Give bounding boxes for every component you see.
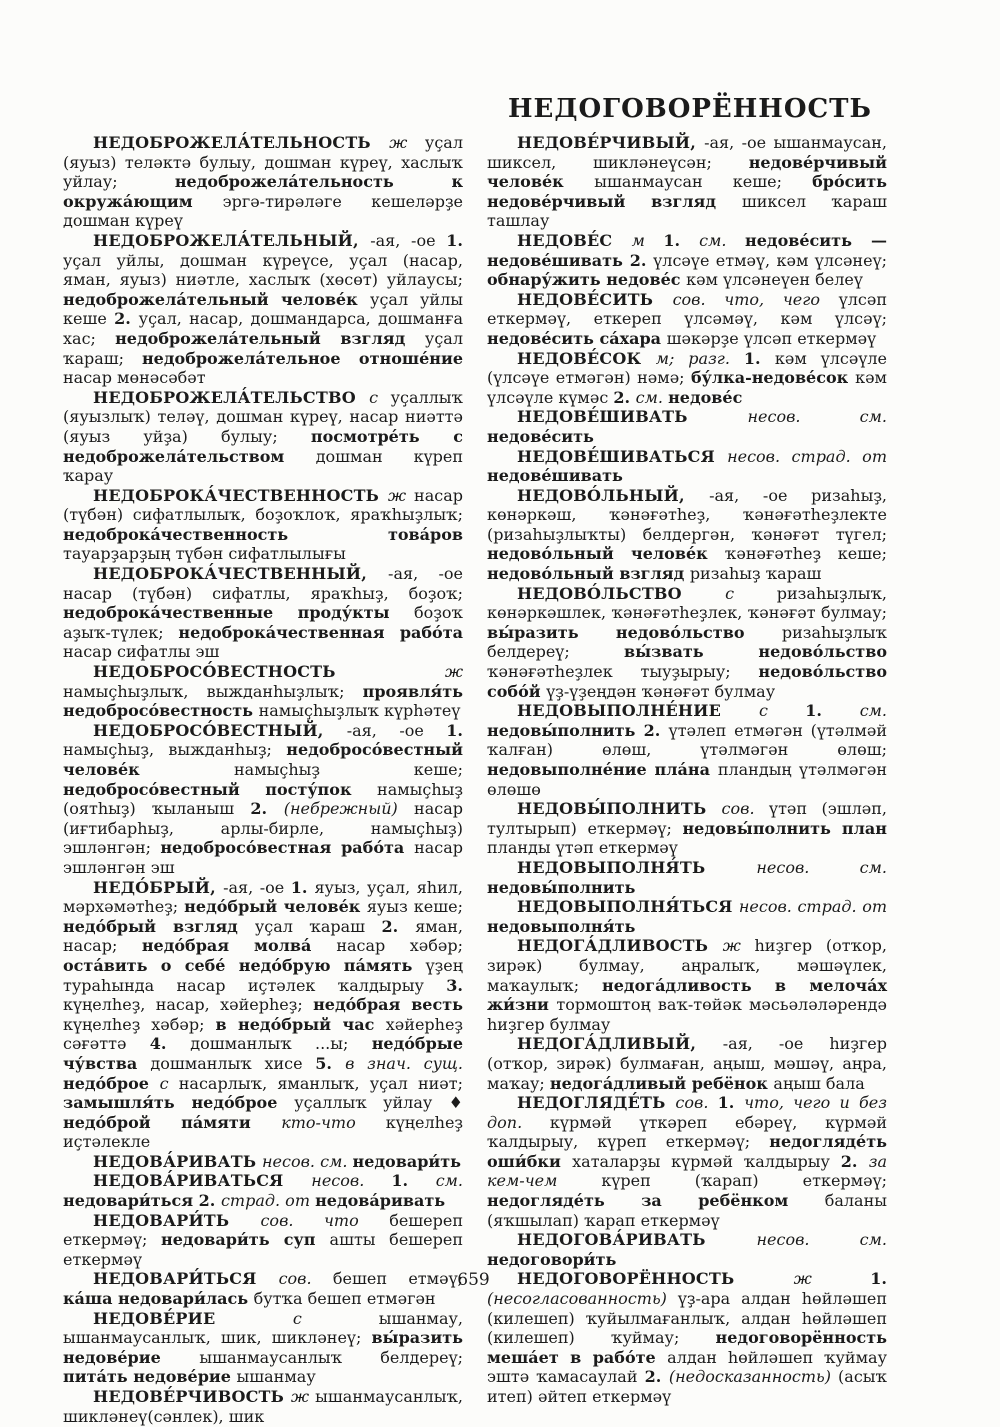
text-run: боҙоҡ аҙыҡ-түлек; [63,603,463,642]
left-column [63,133,463,1426]
text-run: уҫал ҡараш; [63,328,463,368]
text-run: ҡәнәғәтһеҙлек тыуҙырыу; [487,662,759,682]
text-run: бу́лка-недове́сок [690,368,856,388]
text-run: 1. [743,348,775,368]
dictionary-entry [63,1309,463,1387]
headword: НЕДОВЕ́СОК [517,348,656,368]
text-run: ышанмау [236,1367,316,1387]
text-run: м; разг. [655,348,744,368]
headword: НЕДОБРОЖЕЛА́ТЕЛЬНОСТЬ [93,133,390,152]
text-run: недо́брая молва́ [141,936,337,956]
text-run: недоброжела́тельность к окружа́ющим [63,172,464,211]
text-run: -ая, -ое насар (түбән) сифатлы, яраҡһыҙ, боҙоҡ; [63,564,463,603]
text-run: насар хәбәр; [336,936,463,956]
text-run: за кем-чем [487,1151,888,1191]
dictionary-entry [487,407,887,446]
text-run: недога́дливый ребёнок [549,1073,774,1093]
text-run: с [725,583,777,603]
headword: НЕДОВО́ЛЬНЫЙ, [517,485,710,505]
text-run: недове́шивать [487,466,623,486]
headword: НЕДОВЕ́С [517,230,632,250]
text-run: уҫаллыҡ уйлау [294,1093,449,1113]
headword: НЕДОВЫПОЛНЯ́ТЬСЯ [517,897,739,917]
dictionary-entry [487,1230,887,1269]
text-run: в знач. сущ. [345,1053,464,1073]
text-run: недове́сить [487,426,594,446]
text-run: 5. [315,1053,346,1073]
text-run: несов. [311,1171,392,1191]
text-run: планды үтәп еткермәү [487,838,678,858]
dictionary-entry [487,349,887,408]
text-run: несов. страд. от [727,446,887,466]
text-run: сов. что, чего [672,289,839,309]
text-run: недовыполня́ть [487,916,636,936]
dictionary-entry [63,133,463,231]
text-run: 1. [870,1269,887,1289]
text-run: (асыҡ итеп) әйтеп еткермәү [487,1367,887,1406]
dictionary-entry [487,584,887,702]
dictionary-entry [487,897,887,936]
dictionary-entry [487,701,887,799]
dictionary-entry [63,388,463,486]
text-run: -ая, -ое [346,720,447,740]
text-run: недоброка́чественность това́ров [63,524,463,544]
headword: НЕДОВАРИ́ТЬ [93,1210,261,1230]
headword: НЕДОВЫ́ПОЛНИТЬ [517,799,722,819]
text-run: эргә-тирәләге кешеләрҙе дошман күреү [63,191,464,231]
text-run: ышанмаусанлыҡ, шикләнеү(сәнлек), шик [63,1387,463,1426]
text-run: несов. см. [747,407,887,427]
text-run: с [292,1308,379,1328]
text-run: сов. [675,1093,718,1113]
page-number: 659 [457,1270,490,1290]
dictionary-entry [487,1269,887,1406]
text-run: уҫал уйлы кеше [63,289,463,329]
text-run: ж [444,662,463,682]
text-run: недогляде́ть оши́бки [487,1132,887,1171]
dictionary-entry [63,231,463,388]
text-run: 2. [250,799,284,819]
text-run: сов. [721,799,770,819]
text-run: недоброка́чественная рабо́та [178,622,463,642]
text-run: ҡәнәғәтһеҙ кеше; [724,544,887,564]
text-run: несов. см. [756,1230,887,1250]
text-run: 2. [644,1367,669,1387]
headword: НЕДОВА́РИВАТЬ [93,1151,263,1171]
text-run: 3. [446,975,463,995]
headword: НЕДОВЫПОЛНЕ́НИЕ [517,701,759,721]
text-run: үҙең тураһында насар иҫтәлек ҡалдырыу [63,955,463,995]
headword: НЕДОВА́РИВАТЬСЯ [93,1171,312,1191]
dictionary-entry [63,878,463,1152]
text-run: кәм үлсәүле (үлсәүе етмәгән) нәмә; [487,348,888,388]
dictionary-entry [63,1171,463,1210]
text-run: шәкәрҙе үлсәп еткермәү [666,328,877,348]
text-run: ризаһыҙлыҡ белдереү; [487,622,887,662]
text-run: страд. от [220,1191,316,1211]
text-run: сов. что [260,1210,390,1230]
text-run: үҙ-ара алдан һөйләшеп (килешеп) ҡуйылмағанлыҡ, алдан һөйләшеп (килешеп) ҡуймау; [487,1289,887,1348]
text-run: 1. [290,877,315,897]
text-run: недо́брый челове́к [184,897,367,917]
text-run: үлсәп еткермәү, еткереп үлсәмәү, кәм үлсәү; [487,289,887,329]
text-run: насар сифатлы эш [63,642,220,662]
text-run: см. [859,701,888,721]
text-run: -ая, -ое ышанмаусан, шиксел, шикләнеүсән; [487,133,888,172]
text-run: намыҫһыҙлыҡ, выжданһыҙлыҡ; [63,681,363,701]
headword: НЕДОГА́ДЛИВЫЙ, [517,1034,723,1054]
text-run: 1. [717,1093,745,1113]
text-run: бешереп еткермәү; [63,1210,464,1250]
dictionary-entry [487,290,887,349]
dictionary-entry [487,447,887,486]
dictionary-entry [487,858,887,897]
text-run: недоброжела́тельный взгляд [115,328,425,348]
text-run: недоговори́ть [487,1249,617,1269]
text-run: яуыз кеше; [366,897,463,917]
dictionary-entry [487,133,887,231]
text-run: недоброка́чественные проду́кты [63,603,415,623]
text-run: тормоштоң ваҡ-төйәк мәсьәләләрендә һиҙгер булмау [487,995,887,1034]
text-run: күреп (ҡарап) еткермәү; [601,1171,887,1191]
text-run: үтәп (эшләп, тултырып) еткермәү; [487,799,888,838]
text-run: бро́сить недове́рчивый взгляд [487,172,888,211]
dictionary-entry [487,231,887,290]
text-run: дошманлыҡ хисе [150,1053,316,1073]
text-run: сов. [278,1269,333,1289]
dictionary-entry [487,486,887,584]
text-run: ж [793,1269,871,1289]
text-run: кто-что [281,1112,386,1132]
text-run: -ая, -ое һиҙгер (отҡор, зирәк) булмаған, аңыш, мәшәү, аңра, маҡау; [487,1034,888,1093]
text-run: үтәлеп етмәгән (үтәлмәй ҡалған) өлөш, үтәлмәгән өлөш; [487,720,887,760]
text-run: недобросо́вестный челове́к [63,740,463,779]
text-run: недовы́полнить [487,877,636,897]
headword: НЕДОБРОЖЕЛА́ТЕЛЬНЫЙ, [93,230,371,250]
text-run: недо́брая весть [313,995,463,1015]
text-run: ж [290,1387,316,1406]
text-run: уҫал, насар, дошмандарса, дошманға хас; [63,309,463,348]
text-run: -ая, -ое ризаһыҙ, көнәркәш, ҡәнәғәтһеҙ, ҡәнәғәтһеҙлекте (ризаһыҙлыҡты) белдергән, ҡәнәғәт түгел; [487,485,888,544]
headword: НЕДОБРОКА́ЧЕСТВЕННОСТЬ [93,485,388,505]
text-run: үлсәүе етмәү, кәм үлсәнеү; [653,250,887,270]
text-run: аңыш бала [773,1073,865,1093]
text-run: 2. [840,1151,869,1171]
text-run: баланы (яҡшылап) ҡарап еткермәү [487,1191,887,1230]
text-run: уҫал (яуыз) теләктә булыу, дошман күреү, хаслыҡ уйлау; [63,133,463,192]
text-run: оста́вить о себе́ недо́брую па́мять [63,955,426,975]
text-run: недове́сить са́хара [487,328,667,348]
text-run: м [631,230,664,250]
text-run: 1. [446,230,463,250]
headword: НЕДОВЕ́РЧИВЫЙ, [517,133,705,152]
dictionary-entry [487,936,887,1034]
text-run: недовы́полнить 2. [487,720,669,740]
text-run: ашты бешереп еткермәү [63,1230,463,1269]
text-run: вы́разить недово́льство [487,622,782,642]
text-run: намыҫһыҙ, выжданһыҙ; [63,740,287,760]
text-run: бутҡа бешеп етмәгән [253,1289,436,1309]
headword: НЕДОВЕ́РЧИВОСТЬ [93,1387,291,1406]
text-run: недобросо́вестная рабо́та [160,838,415,858]
text-run: уҫаллыҡ (яуызлыҡ) теләү, дошман күреү, насар ниәттә (яуыз уйҙа) булыу; [63,387,464,446]
text-run: шиксел ҡараш ташлау [487,191,887,231]
text-run: недове́рчивый челове́к [487,152,887,192]
text-run: недова́ривать [315,1191,446,1211]
text-run: 2. [613,387,636,407]
text-run: хәйерһеҙ сәғәттә [63,1014,464,1054]
text-run: күрмәй үткәреп ебәреү, күрмәй ҡалдырыу, күреп еткермәү; [487,1112,887,1152]
text-run: үҙ-үҙеңдән ҡәнәғәт булмау [546,681,776,701]
text-run: в недо́брый час [215,1014,386,1034]
text-run: что, чего и без доп. [487,1093,887,1132]
text-run: алдан һөйләшеп ҡуймау эштә ҡамасаулай [487,1347,887,1387]
text-run: (несогласованность) [487,1289,678,1309]
text-run: ♦ недо́брой па́мяти [63,1093,463,1132]
dictionary-entry [487,799,887,858]
text-run: яуыз, уҫал, яһил, мәрхәмәтһеҙ; [63,877,463,917]
text-run: недовари́ть [352,1151,462,1171]
text-run: -ая, -ое [223,877,291,897]
text-run: с [159,1073,179,1093]
headword: НЕДОВЕ́РИЕ [93,1308,293,1328]
text-run: намыҫһыҙ кеше; [234,760,463,779]
text-run: замышля́ть недо́брое [63,1093,295,1113]
text-run: ышанмау, ышанмаусанлыҡ, шик, шикләнеү; [63,1308,464,1348]
text-run: (небрежный) [283,799,415,819]
text-run: насарлыҡ, яманлыҡ, уҫал ниәт; [178,1073,463,1093]
text-run: 1. [391,1171,436,1191]
headword: НЕДО́БРЫЙ, [93,877,224,897]
text-run: күңелһеҙ хәбәр; [63,1014,216,1034]
text-run: ризаһыҙлыҡ, көнәркәшлек, ҡәнәғәтһеҙлек, ҡәнәғәт булмау; [487,583,888,623]
text-run: недоговорённость меша́ет в рабо́те [487,1328,887,1367]
text-run: недоброжела́тельный челове́к [63,289,371,309]
text-run: несов. см. [756,857,887,877]
text-run: бешеп етмәү; [332,1269,463,1289]
text-run: 2. [381,916,416,936]
text-run: недовы́полнить план [682,818,887,838]
text-run: недовари́ть суп [161,1230,330,1250]
text-run: см. [699,230,746,250]
text-run: намыҫһыҙлыҡ күрһәтеү [258,701,461,721]
text-run: ышанмаусан кеше; [594,172,813,192]
text-run: недобросо́вестный посту́пок [63,779,378,799]
text-run: недовари́ться 2. [63,1191,221,1211]
text-run: недове́сить — недове́шивать 2. [487,230,887,270]
headword: НЕДОВЕ́СИТЬ [517,289,673,309]
text-run: ж [722,936,755,956]
text-run: несов. страд. от [738,897,887,917]
text-run: недога́дливость в мелоча́х жи́зни [487,975,888,1015]
text-run: 4. [149,1034,191,1054]
dictionary-entry [63,1211,463,1270]
text-run: проявля́ть недобросо́вестность [63,681,463,721]
headword: НЕДОГЛЯДЕ́ТЬ [517,1093,676,1113]
text-run: насар мөнәсәбәт [63,368,206,388]
text-run: недогляде́ть за ребёнком [487,1191,825,1211]
text-run: недовыполне́ние пла́на [487,760,718,779]
text-run: недово́льство собо́й [487,662,887,701]
dictionary-entry [487,1034,887,1093]
text-run: ышанмаусанлыҡ белдереү; [199,1347,463,1367]
text-run: пландың үтәлмәгән өлөшө [487,760,887,799]
text-run: ж [389,133,425,152]
headword: НЕДОБРОКА́ЧЕСТВЕННЫЙ, [93,564,389,584]
text-run: уҫал уйлы, дошман күреүсе, уҫал (насар, яман, яуыз) ниәтле, хаслыҡ (хөсөт) уйлаусы; [63,250,463,290]
text-run: уҫал ҡараш [254,916,382,936]
text-run: посмотре́ть с недоброжела́тельством [63,426,464,466]
text-run: күңелһеҙ иҫтәлекле [63,1112,464,1152]
headword: НЕДОБРОСО́ВЕСТНЫЙ, [93,720,347,740]
running-head: НЕДОГОВОРЁННОСТЬ [507,94,872,124]
text-run: ризаһыҙ ҡараш [689,564,822,584]
text-run: дошманлыҡ ...ы; [190,1034,372,1054]
headword: НЕДОВЕ́ШИВАТЬ [517,407,748,427]
text-run: дошман күреп ҡарау [63,446,463,486]
text-run: недово́льный взгляд [487,564,690,584]
headword: НЕДОВАРИ́ТЬСЯ [93,1269,279,1289]
text-run: кәм үлсәүле күмәс [487,368,887,407]
text-run: хаталарҙы күрмәй ҡалдырыу [572,1151,841,1171]
text-run: 1. [805,701,860,721]
text-run: күңелһеҙ, насар, хәйерһеҙ; [63,995,314,1015]
headword: НЕДОГОВА́РИВАТЬ [517,1230,757,1250]
text-run: кәм үлсәнеүен белеү [686,270,863,290]
text-run: пита́ть недове́рие [63,1367,237,1387]
text-run: недо́брый взгляд [63,916,255,936]
text-run: вы́звать недово́льство [624,642,888,662]
text-run: недо́брые чу́вства [63,1034,463,1073]
headword: НЕДОВЫПОЛНЯ́ТЬ [517,857,757,877]
text-run: (недосказанность) [668,1367,839,1387]
dictionary-entry [63,1152,463,1172]
headword: НЕДОБРОЖЕЛА́ТЕЛЬСТВО [93,387,370,407]
text-run: недо́брое [63,1073,160,1093]
text-run: несов. см. [262,1151,353,1171]
headword: НЕДОБРОСО́ВЕСТНОСТЬ [93,662,445,682]
text-run: яман, насар; [63,916,464,956]
text-run: ж [387,485,415,505]
text-run: обнару́жить недове́с [487,270,687,290]
text-run: тауарҙарҙың түбән сифатлылығы [63,544,346,564]
text-run: недове́с [668,387,743,407]
text-run: с [369,387,391,407]
text-run: насар (түбән) сифатлылыҡ, боҙоҡлоҡ, яраҡһыҙлыҡ; [63,485,463,525]
right-column [487,133,887,1407]
text-run: с [758,701,806,721]
dictionary-entry [63,486,463,564]
text-run: ка́ша недовари́лась [63,1289,254,1309]
headword: НЕДОГОВОРЁННОСТЬ [517,1269,794,1289]
text-run: намыҫһыҙ (оятһыҙ) ҡыланыш [63,779,463,819]
text-run: насар эшләнгән эш [63,838,464,877]
text-run: недоброжела́тельное отноше́ние [141,348,463,368]
text-run: 2. [114,309,139,329]
headword: НЕДОВО́ЛЬСТВО [517,583,726,603]
text-run: 1. [663,230,700,250]
text-run: недово́льный челове́к [487,544,725,564]
text-run: см. [435,1171,463,1191]
text-run: 1. [446,720,463,740]
text-run: һиҙгер (отҡор, зирәк) булмау, аңралыҡ, мәшәүлек, маҡаулыҡ; [487,936,888,995]
headword: НЕДОВЕ́ШИВАТЬСЯ [517,446,728,466]
dictionary-entry [63,1387,463,1426]
text-run: см. [635,387,669,407]
text-run: насар (иғтибарһыҙ, арлы-бирле, намыҫһыҙ) эшләнгән; [63,799,463,858]
text-run: -ая, -ое [370,230,447,250]
dictionary-entry [63,564,463,662]
headword: НЕДОГА́ДЛИВОСТЬ [517,936,723,956]
dictionary-entry [63,662,463,721]
text-run: вы́разить недове́рие [63,1328,463,1367]
dictionary-entry [487,1093,887,1230]
dictionary-entry [63,721,463,878]
